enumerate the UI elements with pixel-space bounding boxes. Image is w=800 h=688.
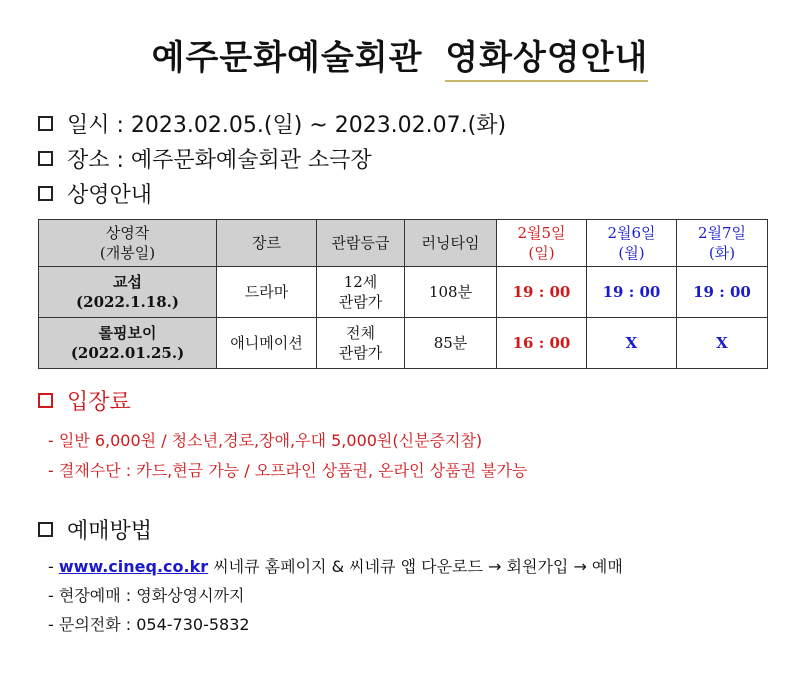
fee-heading bbox=[38, 385, 131, 416]
header-genre: 장르 bbox=[217, 220, 317, 267]
film-cell: 롤핑보이 (2022.01.25.) bbox=[39, 318, 217, 369]
runtime-cell: 85분 bbox=[405, 318, 497, 369]
booking-online-line bbox=[48, 554, 623, 577]
header-day3: 2월7일 (화) bbox=[677, 220, 768, 267]
table-row bbox=[39, 267, 768, 318]
showtime-day1: 16 : 00 bbox=[497, 318, 587, 369]
runtime-cell: 108분 bbox=[405, 267, 497, 318]
checkbox-square-icon bbox=[38, 522, 53, 537]
genre-cell: 드라마 bbox=[217, 267, 317, 318]
showtime-day1: 19 : 00 bbox=[497, 267, 587, 318]
dash: - bbox=[48, 557, 54, 576]
checkbox-square-icon bbox=[38, 151, 53, 166]
fee-price-line: - 일반 6,000원 / 청소년,경로,장애,우대 5,000원(신분증지참) bbox=[48, 431, 483, 450]
showtime-day3: X bbox=[677, 318, 768, 369]
header-rating: 관람등급 bbox=[317, 220, 405, 267]
showtime-day2: 19 : 00 bbox=[587, 267, 677, 318]
website-link[interactable]: www.cineq.co.kr bbox=[58, 557, 209, 576]
fee-heading-text: 입장료 bbox=[67, 390, 131, 415]
title-venue: 예주문화예술회관 bbox=[151, 38, 423, 78]
screening-table bbox=[38, 219, 768, 369]
booking-phone-line: - 문의전화 : 054-730-5832 bbox=[48, 615, 250, 634]
checkbox-square-icon bbox=[38, 186, 53, 201]
booking-heading-text: 예매방법 bbox=[67, 519, 153, 544]
screening-text: 상영안내 bbox=[67, 183, 153, 208]
header-day1: 2월5일 (일) bbox=[497, 220, 587, 267]
booking-heading bbox=[38, 514, 152, 545]
table-row bbox=[39, 318, 768, 369]
fee-payment-line: - 결재수단 : 카드,현금 가능 / 오프라인 상품권, 온라인 상품권 불가능 bbox=[48, 461, 528, 480]
title-subject: 영화상영안내 bbox=[445, 38, 648, 82]
showtime-day3: 19 : 00 bbox=[677, 267, 768, 318]
screening-line bbox=[38, 178, 152, 209]
place-line bbox=[38, 143, 372, 174]
booking-onsite-line: - 현장예매 : 영화상영시까지 bbox=[48, 586, 245, 605]
place-text: 장소 : 예주문화예술회관 소극장 bbox=[67, 148, 372, 173]
booking-online-text: 씨네큐 홈페이지 & 씨네큐 앱 다운로드 → 회원가입 → 예매 bbox=[213, 557, 623, 576]
rating-cell: 12세 관람가 bbox=[317, 267, 405, 318]
genre-cell: 애니메이션 bbox=[217, 318, 317, 369]
date-text: 일시 : 2023.02.05.(일) ~ 2023.02.07.(화) bbox=[67, 113, 507, 138]
showtime-day2: X bbox=[587, 318, 677, 369]
header-film: 상영작 (개봉일) bbox=[39, 220, 217, 267]
page-title bbox=[0, 30, 800, 79]
date-line bbox=[38, 108, 506, 139]
header-day2: 2월6일 (월) bbox=[587, 220, 677, 267]
rating-cell: 전체 관람가 bbox=[317, 318, 405, 369]
header-runtime: 러닝타임 bbox=[405, 220, 497, 267]
checkbox-square-icon bbox=[38, 393, 53, 408]
film-cell: 교섭 (2022.1.18.) bbox=[39, 267, 217, 318]
checkbox-square-icon bbox=[38, 116, 53, 131]
table-header-row bbox=[39, 220, 768, 267]
